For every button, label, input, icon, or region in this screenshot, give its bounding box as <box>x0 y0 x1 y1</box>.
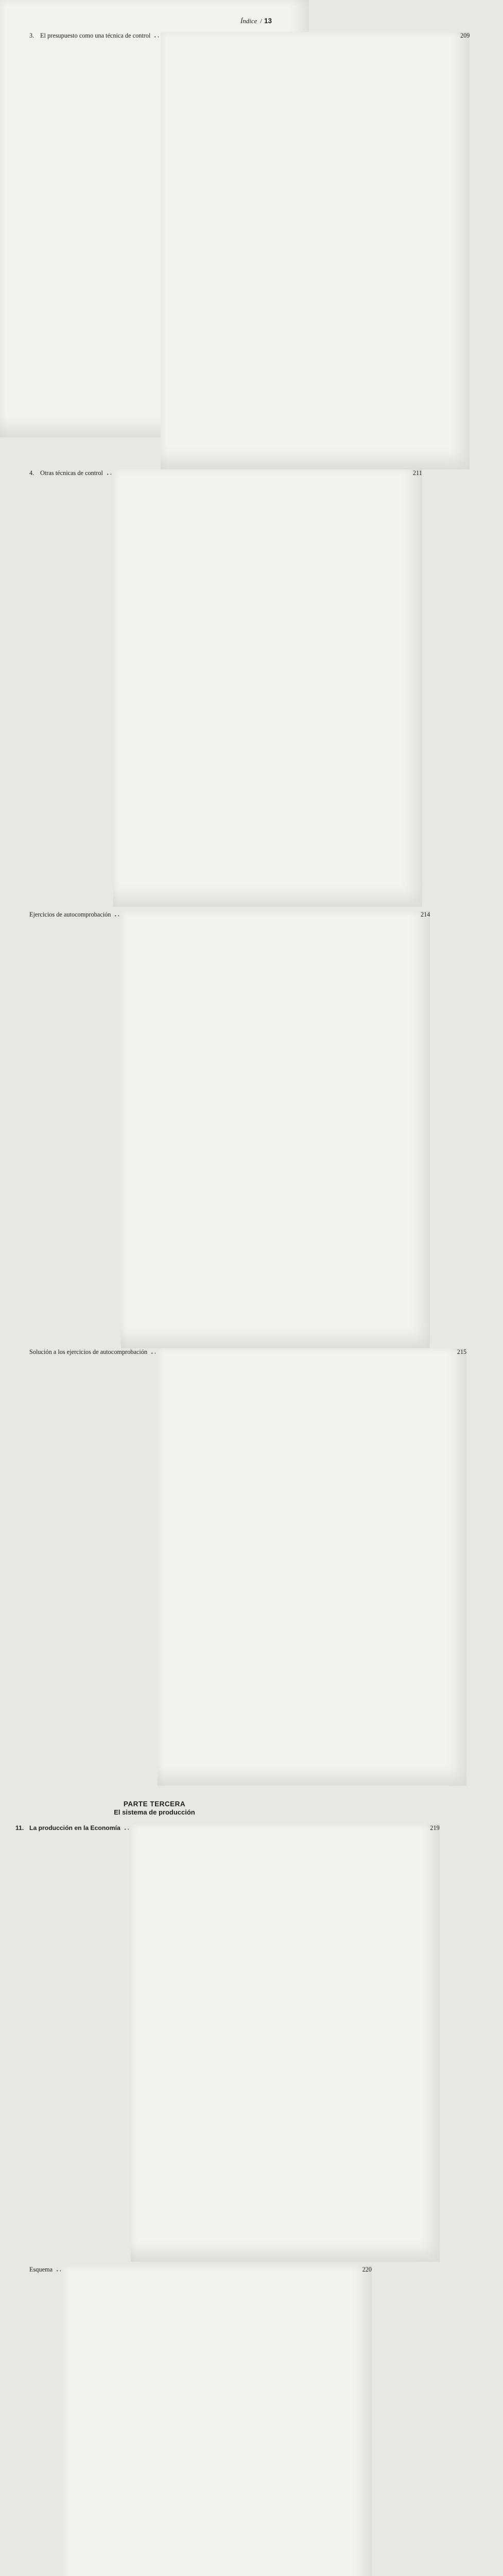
toc-entry <box>0 1824 440 2262</box>
dot-leader <box>153 36 159 38</box>
toc-entry-label: Ejercicios de autocomprobación <box>29 911 111 918</box>
toc-entry-page: 211 <box>113 469 422 907</box>
running-head-page-number: 13 <box>264 17 272 25</box>
toc-entry-page: 209 <box>161 32 470 469</box>
toc-entry <box>0 32 470 469</box>
running-head <box>240 17 272 25</box>
toc-entry-label: Esquema <box>29 2266 53 2273</box>
toc-entry <box>0 911 430 1348</box>
part-heading-title: PARTE TERCERA <box>123 1800 186 1808</box>
toc-entry-page: 214 <box>121 911 430 1348</box>
toc-entry-number: 11. <box>15 1824 24 1832</box>
toc-entry-page: 220 <box>63 2266 372 2576</box>
dot-leader <box>106 473 111 475</box>
toc-entry <box>0 2266 372 2576</box>
toc-entry-page: 215 <box>158 1348 466 1786</box>
toc-entry-number: 3. <box>29 32 34 39</box>
dot-leader <box>124 1828 129 1830</box>
toc-list <box>0 32 470 2576</box>
toc-entry-page: 219 <box>131 1824 440 2262</box>
running-head-separator: / <box>260 17 262 25</box>
dot-leader <box>114 915 119 917</box>
dot-leader <box>56 2270 61 2272</box>
running-head-title: Índice <box>240 17 257 25</box>
toc-entry-number: 4. <box>29 469 34 477</box>
part-heading <box>0 1800 309 1817</box>
toc-entry <box>0 1348 467 1786</box>
toc-entry-label: La producción en la Economía <box>29 1824 120 1832</box>
toc-entry <box>0 469 422 907</box>
dot-leader <box>150 1352 155 1354</box>
part-heading-subtitle: El sistema de producción <box>114 1808 195 1816</box>
toc-entry-label: Solución a los ejercicios de autocomprobación <box>29 1348 148 1355</box>
toc-entry-label: Otras técnicas de control <box>40 469 103 477</box>
toc-entry-label: El presupuesto como una técnica de control <box>40 32 151 39</box>
